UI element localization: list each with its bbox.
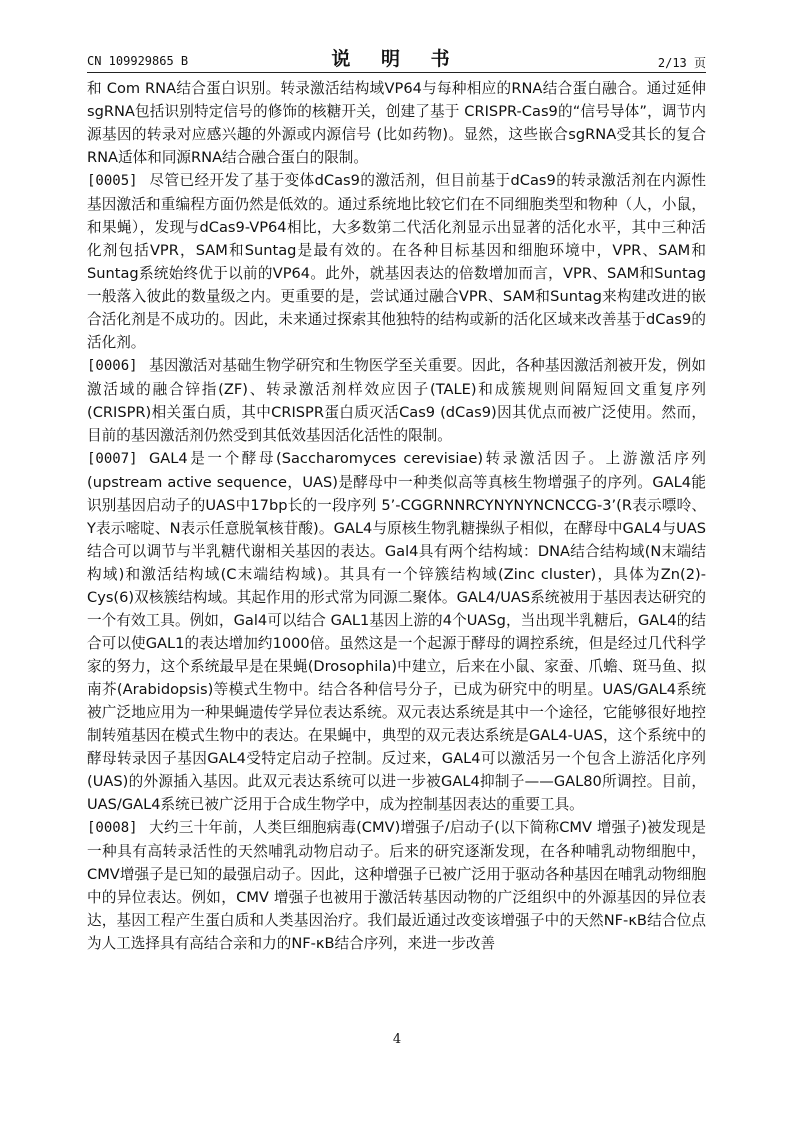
paragraph-text: GAL4是一个酵母(Saccharomyces cerevisiae)转录激活因子。上游激活序列(upstream active sequence，UAS)是酵母中一种类似高等真核生物增强子的序列。GAL4能识别基因启动子的UAS中17bp长的一段序列 5’-CGGRNNRCYNYNYNCNCCG-3’(R表示嘌呤、Y表示嘧啶、N表示任意脱氧核苷酸)。GAL4与原核生物乳糖操纵子相似，在酵母中GAL4与UAS结合可以调节与半乳糖代谢相关基因的表达。Gal4具有两个结构域：DNA结合结构域(N末端结构域)和激活结构域(C末端结构域)。其具有一个锌簇结构域(Zinc cluster)，具体为Zn(2)-Cys(6)双核簇结构域。其起作用的形式常为同源二聚体。GAL4/UAS系统被用于基因表达研究的一个有效工具。例如，Gal4可以结合 GAL1基因上游的4个UASg，当出现半乳糖后，GAL4的结合可以使GAL1的表达增加约1000倍。虽然这是一个起源于酵母的调控系统，但是经过几代科学家的努力，这个系统最早是在果蝇(Drosophila)中建立，后来在小鼠、家蚕、爪蟾、斑马鱼、拟南芥(Arabidopsis)等模式生物中。结合各种信号分子，已成为研究中的明星。UAS/GAL4系统被广泛地应用为一种果蝇遗传学异位表达系统。双元表达系统是其中一个途径，它能够很好地控制转殖基因在模式生物中的表达。在果蝇中，典型的双元表达系统是GAL4-UAS，这个系统中的酵母转录因子基因GAL4受特定启动子控制。反过来，GAL4可以激活另一个包含上游活化序列(UAS)的外源插入基因。此双元表达系统可以进一步被GAL4抑制子——GAL80所调控。目前，UAS/GAL4系统已被广泛用于合成生物学中，成为控制基因表达的重要工具。 [87,450,706,813]
paragraph-text: 基因激活对基础生物学研究和生物医学至关重要。因此，各种基因激活剂被开发，例如激活域的融合锌指(ZF)、转录激活剂样效应因子(TALE)和成簇规则间隔短回文重复序列(CRISPR)相关蛋白质，其中CRISPR蛋白质灭活Cas9 (dCas9)因其优点而被广泛使用。然而，目前的基因激活剂仍然受到其低效基因活化活性的限制。 [87,357,706,444]
paragraph-number: [0006] [87,358,138,374]
paragraph-0007 [87,447,706,816]
header-rule [87,72,706,73]
document-title: 说 明 书 [331,48,462,70]
paragraph-text: 大约三十年前，人类巨细胞病毒(CMV)增强子/启动子(以下简称CMV 增强子)被发现是一种具有高转录活性的天然哺乳动物启动子。后来的研究逐渐发现，在各种哺乳动物细胞中，CMV增强子是已知的最强启动子。因此，这种增强子已被广泛用于驱动各种基因在哺乳动物细胞中的异位表达。例如，CMV 增强子也被用于激活转基因动物的广泛组织中的外源基因的异位表达，基因工程产生蛋白质和人类基因治疗。我们最近通过改变该增强子中的天然NF-κB结合位点为人工选择具有高结合亲和力的NF-κB结合序列，来进一步改善 [87,819,706,952]
paragraph-text: 和 Com RNA结合蛋白识别。转录激活结构域VP64与每种相应的RNA结合蛋白融合。通过延伸sgRNA包括识别特定信号的修饰的核糖开关，创建了基于 CRISPR-Cas9的“信号导体”，调节内源基因的转录对应感兴趣的外源或内源信号 (比如药物)。显然，这些嵌合sgRNA受其长的复合RNA适体和同源RNA结合融合蛋白的限制。 [87,80,706,166]
patent-number: CN 109929865 B [87,54,189,68]
paragraph-0006 [87,354,706,447]
paragraph-continuation [87,77,706,169]
page-header [87,44,706,72]
page-indicator: 2/13 页 [657,56,706,70]
paragraph-number: [0005] [87,173,138,189]
paragraph-0008 [87,816,706,955]
paragraph-0005 [87,169,706,354]
paragraph-number: [0007] [87,451,138,467]
document-body [87,77,706,955]
page-number: 4 [392,1032,402,1047]
paragraph-text: 尽管已经开发了基于变体dCas9的激活剂，但目前基于dCas9的转录激活剂在内源性基因激活和重编程方面仍然是低效的。通过系统地比较它们在不同细胞类型和物种（人，小鼠，和果蝇），发现与dCas9-VP64相比，大多数第二代活化剂显示出显著的活化水平，其中三种活化剂包括VPR，SAM和Suntag是最有效的。在各种目标基因和细胞环境中，VPR、SAM和Suntag系统始终优于以前的VP64。此外，就基因表达的倍数增加而言，VPR、SAM和Suntag一般落入彼此的数量级之内。更重要的是，尝试通过融合VPR、SAM和Suntag来构建改进的嵌合活化剂是不成功的。因此，未来通过探索其他独特的结构或新的活化区域来改善基于dCas9的活化剂。 [87,172,706,351]
paragraph-number: [0008] [87,820,138,836]
